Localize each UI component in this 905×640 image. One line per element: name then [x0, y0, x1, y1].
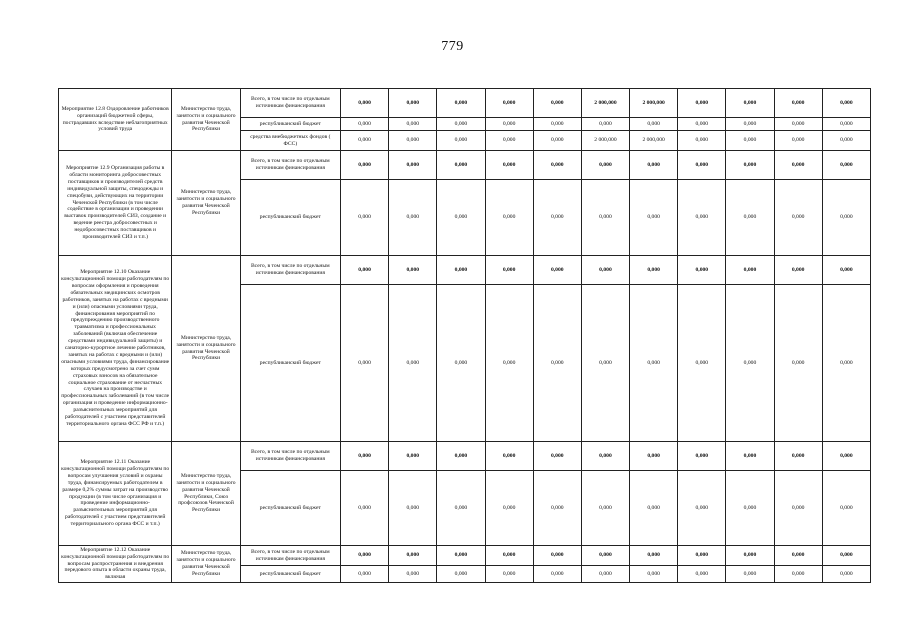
amount-cell: 0,000: [726, 285, 774, 442]
amount-cell: 2 000,000: [630, 89, 678, 118]
amount-cell: 0,000: [678, 546, 726, 566]
amount-cell: 0,000: [533, 89, 581, 118]
amount-cell: 0,000: [630, 151, 678, 180]
amount-cell: 0,000: [726, 131, 774, 151]
amount-cell: 0,000: [389, 546, 437, 566]
amount-cell: 0,000: [437, 151, 485, 180]
executor-cell: Министерство труда, занятости и социального развития Чеченской Республики, Союз профсоюзов Чеченской Республики: [172, 442, 240, 546]
page-number: 779: [441, 39, 464, 54]
event-cell: Мероприятие 12.10 Оказание консультационной помощи работодателям по вопросам оформления и проведения обязательных медицинских осмотров работников, занятых на работах с вредными и (или) опасными условиями труда, финансирования мероприятий по предупреждению производственного травматизма и профессиональных заболеваний (включая обеспечение средствами индивидуальной защиты) и санаторно-курортное лечение работников, занятых на работах с вредными и (или) опасными условиями труда, финансирование которых предусмотрено за счет сумм страховых взносов на обязательное социальное страхование от несчастных случаев на производстве и профессиональных заболеваний (в том числе организация и проведение информационно-разъяснительных мероприятий для работодателей с участием представителей территориального органа ФСС РФ и т.п.): [59, 256, 172, 442]
amount-cell: 0,000: [533, 566, 581, 583]
amount-cell: 0,000: [437, 546, 485, 566]
funding-source-cell: Всего, в том числе по отдельным источникам финансирования: [240, 89, 340, 118]
amount-cell: 0,000: [822, 442, 870, 471]
amount-cell: 0,000: [822, 256, 870, 285]
amount-cell: 0,000: [389, 131, 437, 151]
amount-cell: 0,000: [341, 471, 389, 546]
event-cell: Мероприятие 12.12 Оказание консультационной помощи работодателям по вопросам распространения и внедрения передового опыта в области охраны труда, включая: [59, 546, 172, 583]
amount-cell: 0,000: [630, 118, 678, 131]
amount-cell: 0,000: [581, 566, 629, 583]
amount-cell: 0,000: [485, 151, 533, 180]
amount-cell: 0,000: [774, 118, 822, 131]
amount-cell: 0,000: [533, 285, 581, 442]
amount-cell: 0,000: [774, 471, 822, 546]
amount-cell: 0,000: [533, 118, 581, 131]
funding-source-cell: Всего, в том числе по отдельным источникам финансирования: [240, 256, 340, 285]
amount-cell: 0,000: [341, 546, 389, 566]
amount-cell: 2 000,000: [581, 89, 629, 118]
amount-cell: 0,000: [389, 256, 437, 285]
amount-cell: 0,000: [678, 442, 726, 471]
amount-cell: 0,000: [822, 285, 870, 442]
budget-table: [58, 88, 871, 583]
amount-cell: 0,000: [726, 89, 774, 118]
amount-cell: 0,000: [341, 442, 389, 471]
amount-cell: 0,000: [726, 118, 774, 131]
amount-cell: 0,000: [437, 89, 485, 118]
amount-cell: 0,000: [581, 546, 629, 566]
amount-cell: 0,000: [581, 118, 629, 131]
amount-cell: 0,000: [630, 285, 678, 442]
amount-cell: 0,000: [581, 471, 629, 546]
amount-cell: 0,000: [822, 471, 870, 546]
amount-cell: 0,000: [485, 89, 533, 118]
amount-cell: 0,000: [774, 180, 822, 256]
amount-cell: 0,000: [822, 89, 870, 118]
amount-cell: 0,000: [341, 118, 389, 131]
amount-cell: 0,000: [341, 89, 389, 118]
amount-cell: 0,000: [678, 151, 726, 180]
amount-cell: 0,000: [774, 151, 822, 180]
table-body: [59, 89, 871, 583]
amount-cell: 0,000: [630, 180, 678, 256]
amount-cell: 0,000: [822, 131, 870, 151]
amount-cell: 0,000: [581, 442, 629, 471]
amount-cell: 0,000: [822, 546, 870, 566]
amount-cell: 0,000: [389, 442, 437, 471]
amount-cell: 0,000: [581, 256, 629, 285]
amount-cell: 0,000: [437, 180, 485, 256]
event-cell: Мероприятие 12.8 Оздоровление работников организаций бюджетной сферы, пострадавших вследствие неблагоприятных условий труда: [59, 89, 172, 151]
amount-cell: 0,000: [533, 151, 581, 180]
table-row: [59, 442, 871, 471]
amount-cell: 0,000: [774, 285, 822, 442]
amount-cell: 0,000: [485, 546, 533, 566]
amount-cell: 0,000: [437, 118, 485, 131]
amount-cell: 0,000: [678, 118, 726, 131]
amount-cell: 0,000: [533, 180, 581, 256]
amount-cell: 0,000: [485, 118, 533, 131]
amount-cell: 0,000: [341, 256, 389, 285]
amount-cell: 0,000: [630, 546, 678, 566]
amount-cell: 0,000: [822, 151, 870, 180]
amount-cell: 0,000: [485, 442, 533, 471]
funding-source-cell: республиканский бюджет: [240, 285, 340, 442]
amount-cell: 0,000: [678, 131, 726, 151]
amount-cell: 0,000: [437, 256, 485, 285]
funding-source-cell: Всего, в том числе по отдельным источникам финансирования: [240, 151, 340, 180]
event-cell: Мероприятие 12.11 Оказание консультационной помощи работодателям по вопросам улучшения условий и охраны труда, финансируемых работодателем в размере 0,2% суммы затрат на производство продукции (в том числе организация и проведение информационно-разъяснительных мероприятий для работодателей с участием представителей территориального органа ФСС и т.п.): [59, 442, 172, 546]
event-cell: Мероприятие 12.9 Организация работы в области мониторинга добросовестных поставщиков и производителей средств индивидуальной защиты, спецодежды и спецобуви, действующих на территории Чеченской Республики (в том числе содействие в организации и проведении выставок производителей СИЗ, создание и ведение реестра добросовестных и недобросовестных поставщиков и производителей СИЗ и т.п.): [59, 151, 172, 256]
amount-cell: 0,000: [341, 151, 389, 180]
amount-cell: 0,000: [341, 566, 389, 583]
amount-cell: 0,000: [485, 180, 533, 256]
amount-cell: 0,000: [533, 471, 581, 546]
funding-source-cell: республиканский бюджет: [240, 118, 340, 131]
amount-cell: 0,000: [678, 285, 726, 442]
amount-cell: 0,000: [389, 566, 437, 583]
amount-cell: 0,000: [774, 89, 822, 118]
amount-cell: 0,000: [389, 89, 437, 118]
amount-cell: 0,000: [726, 442, 774, 471]
funding-source-cell: Всего, в том числе по отдельным источникам финансирования: [240, 546, 340, 566]
amount-cell: 0,000: [726, 471, 774, 546]
amount-cell: 0,000: [533, 256, 581, 285]
amount-cell: 0,000: [774, 566, 822, 583]
amount-cell: 0,000: [822, 566, 870, 583]
amount-cell: 0,000: [485, 471, 533, 546]
amount-cell: 0,000: [726, 151, 774, 180]
amount-cell: 0,000: [389, 180, 437, 256]
amount-cell: 0,000: [726, 180, 774, 256]
amount-cell: 0,000: [630, 471, 678, 546]
amount-cell: 0,000: [485, 131, 533, 151]
amount-cell: 0,000: [437, 442, 485, 471]
table-row: [59, 151, 871, 180]
amount-cell: 2 000,000: [630, 131, 678, 151]
amount-cell: 0,000: [485, 566, 533, 583]
amount-cell: 0,000: [485, 285, 533, 442]
table-row: [59, 256, 871, 285]
amount-cell: 0,000: [774, 131, 822, 151]
executor-cell: Министерство труда, занятости и социального развития Чеченской Республики: [172, 151, 240, 256]
funding-source-cell: Всего, в том числе по отдельным источникам финансирования: [240, 442, 340, 471]
amount-cell: 0,000: [678, 89, 726, 118]
funding-source-cell: республиканский бюджет: [240, 471, 340, 546]
amount-cell: 0,000: [437, 285, 485, 442]
amount-cell: 0,000: [726, 566, 774, 583]
amount-cell: 0,000: [437, 566, 485, 583]
amount-cell: 0,000: [533, 442, 581, 471]
amount-cell: 0,000: [678, 180, 726, 256]
amount-cell: 0,000: [485, 256, 533, 285]
amount-cell: 0,000: [822, 180, 870, 256]
amount-cell: 0,000: [630, 256, 678, 285]
amount-cell: 0,000: [630, 566, 678, 583]
amount-cell: 0,000: [437, 471, 485, 546]
amount-cell: 0,000: [341, 131, 389, 151]
amount-cell: 0,000: [726, 546, 774, 566]
executor-cell: Министерство труда, занятости и социального развития Чеченской Республики: [172, 546, 240, 583]
amount-cell: 0,000: [581, 151, 629, 180]
funding-source-cell: республиканский бюджет: [240, 180, 340, 256]
amount-cell: 0,000: [389, 285, 437, 442]
amount-cell: 0,000: [389, 118, 437, 131]
executor-cell: Министерство труда, занятости и социального развития Чеченской Республики: [172, 256, 240, 442]
funding-source-cell: республиканский бюджет: [240, 566, 340, 583]
amount-cell: 0,000: [726, 256, 774, 285]
amount-cell: 0,000: [774, 546, 822, 566]
amount-cell: 0,000: [581, 180, 629, 256]
amount-cell: 0,000: [341, 285, 389, 442]
table-row: [59, 89, 871, 118]
amount-cell: 0,000: [389, 471, 437, 546]
amount-cell: 0,000: [437, 131, 485, 151]
amount-cell: 0,000: [389, 151, 437, 180]
amount-cell: 0,000: [630, 442, 678, 471]
funding-source-cell: средства внебюджетных фондов ( ФСС): [240, 131, 340, 151]
amount-cell: 0,000: [678, 471, 726, 546]
amount-cell: 0,000: [678, 256, 726, 285]
amount-cell: 2 000,000: [581, 131, 629, 151]
amount-cell: 0,000: [533, 546, 581, 566]
amount-cell: 0,000: [341, 180, 389, 256]
amount-cell: 0,000: [822, 118, 870, 131]
amount-cell: 0,000: [678, 566, 726, 583]
executor-cell: Министерство труда, занятости и социального развития Чеченской Республики: [172, 89, 240, 151]
amount-cell: 0,000: [533, 131, 581, 151]
amount-cell: 0,000: [581, 285, 629, 442]
amount-cell: 0,000: [774, 256, 822, 285]
table-row: [59, 546, 871, 566]
amount-cell: 0,000: [774, 442, 822, 471]
